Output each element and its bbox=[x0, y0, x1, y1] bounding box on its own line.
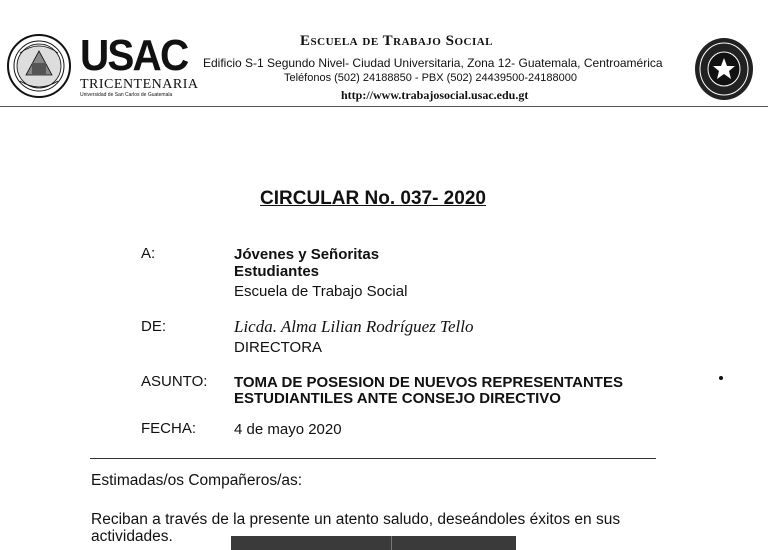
school-website: http://www.trabajosocial.usac.edu.gt bbox=[341, 88, 529, 102]
from-name: Licda. Alma Lilian Rodríguez Tello bbox=[234, 317, 474, 336]
to-line-1: Jóvenes y Señoritas bbox=[234, 246, 380, 263]
to-line-3: Escuela de Trabajo Social bbox=[234, 283, 408, 300]
from-label: DE: bbox=[141, 318, 167, 335]
school-address: Edificio S-1 Segundo Nivel- Ciudad Universitaria, Zona 12- Guatemala, Centroamérica bbox=[203, 56, 663, 70]
header-rule bbox=[0, 106, 768, 107]
paragraph-line-1: Reciban a través de la presente un atento saludo, deseándoles éxitos en sus bbox=[91, 511, 621, 528]
viewer-toolbar-divider bbox=[391, 536, 392, 550]
school-phones: Teléfonos (502) 24188850 - PBX (502) 24439500-24188000 bbox=[284, 72, 577, 84]
to-line-2: Estudiantes bbox=[234, 263, 320, 280]
university-seal-icon bbox=[6, 33, 72, 99]
date-label: FECHA: bbox=[141, 420, 197, 437]
subject-line-1: TOMA DE POSESION DE NUEVOS REPRESENTANTES bbox=[234, 374, 623, 391]
school-name: Escuela de Trabajo Social bbox=[300, 33, 494, 49]
viewer-toolbar[interactable] bbox=[231, 536, 516, 550]
date-value: 4 de mayo 2020 bbox=[234, 421, 342, 438]
university-name-small: Universidad de San Carlos de Guatemala bbox=[80, 92, 173, 98]
from-title: DIRECTORA bbox=[234, 339, 323, 356]
school-emblem-icon bbox=[693, 36, 755, 102]
separator-rule bbox=[90, 458, 656, 459]
usac-wordmark: USAC bbox=[80, 31, 188, 80]
to-label: A: bbox=[141, 245, 156, 262]
circular-title: CIRCULAR No. 037- 2020 bbox=[260, 188, 486, 209]
tricentenaria-label: TRICENTENARIA bbox=[80, 77, 199, 92]
stray-dot bbox=[719, 376, 723, 380]
greeting: Estimadas/os Compañeros/as: bbox=[91, 472, 303, 489]
usac-logo bbox=[80, 31, 199, 98]
subject-line-2: ESTUDIANTILES ANTE CONSEJO DIRECTIVO bbox=[234, 390, 561, 407]
paragraph-line-2: actividades. bbox=[91, 528, 173, 545]
subject-label: ASUNTO: bbox=[141, 373, 208, 390]
